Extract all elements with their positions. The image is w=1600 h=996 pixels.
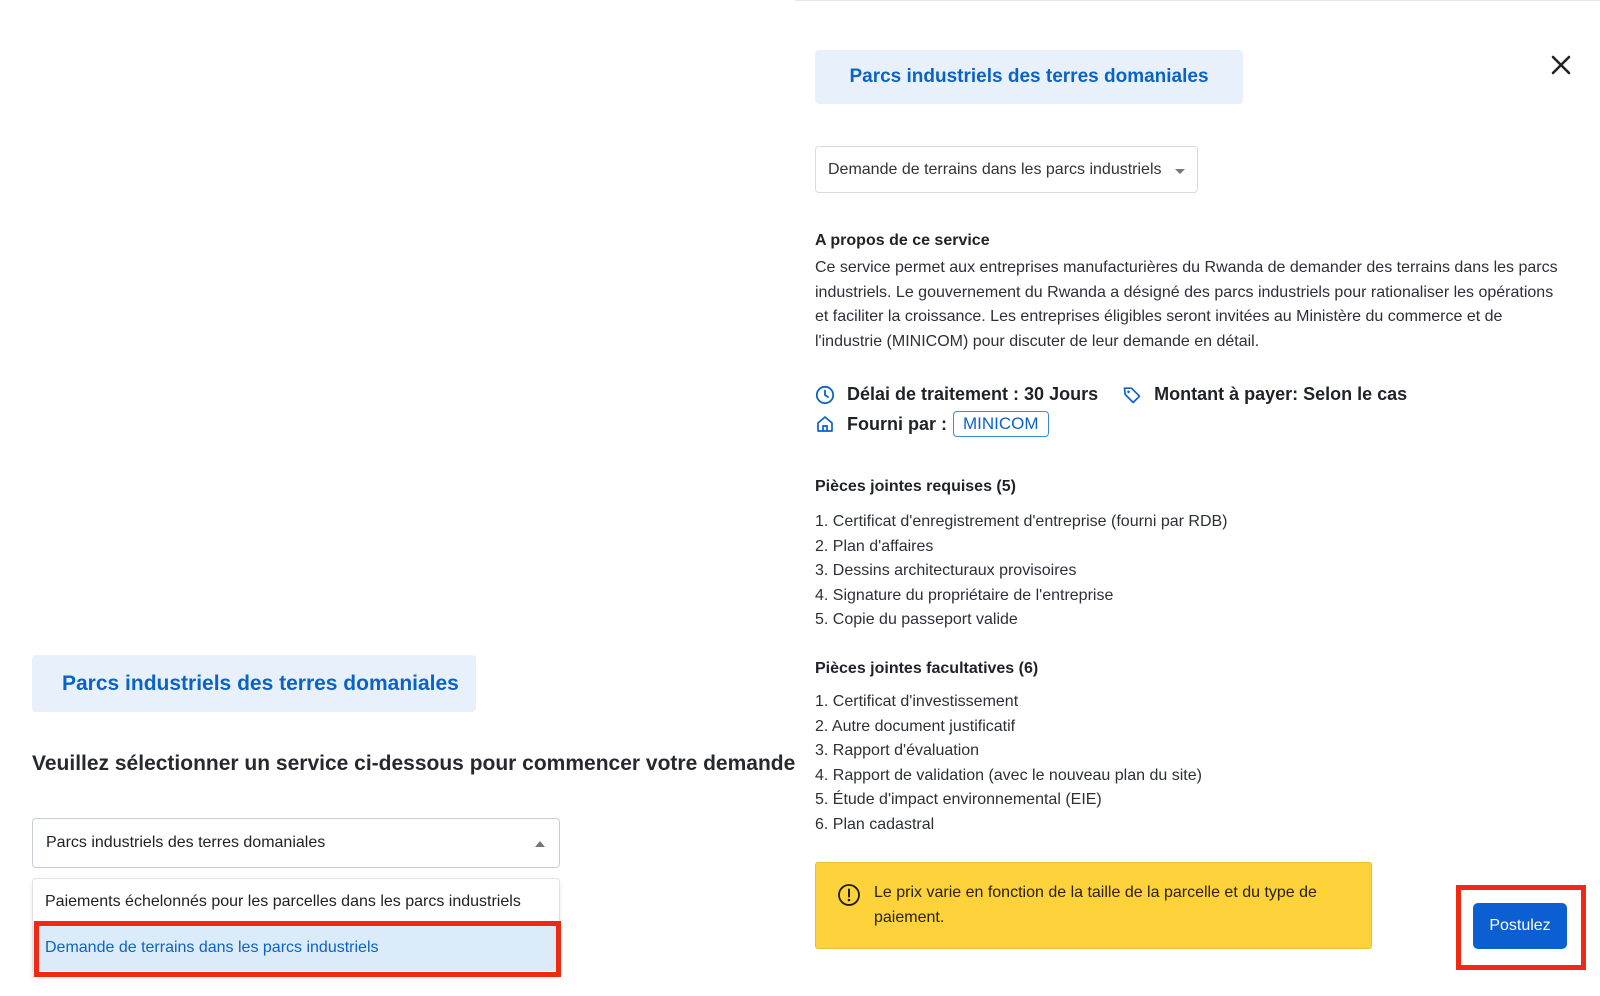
alert-circle-icon xyxy=(837,883,861,907)
service-instruction: Veuillez sélectionner un service ci-dessous pour commencer votre demande xyxy=(32,752,796,775)
meta-row-provider xyxy=(815,411,1049,437)
category-select[interactable] xyxy=(32,818,560,868)
list-item: 5. Étude d'impact environnemental (EIE) xyxy=(815,791,1102,809)
dropdown-option-land-request[interactable]: Demande de terrains dans les parcs industriels xyxy=(33,925,559,971)
list-item: 2. Plan d'affaires xyxy=(815,537,934,555)
home-icon xyxy=(815,414,835,434)
meta-row-time-amount xyxy=(815,384,1407,405)
chevron-up-icon xyxy=(535,841,545,847)
price-warning-alert xyxy=(815,862,1372,949)
right-category-title xyxy=(815,50,1243,104)
service-select-value: Demande de terrains dans les parcs industriels xyxy=(828,160,1162,178)
required-attachments-list xyxy=(815,510,1228,633)
panel-top-divider xyxy=(795,0,1600,1)
list-item: 6. Plan cadastral xyxy=(815,815,935,833)
right-category-title-text: Parcs industriels des terres domaniales xyxy=(849,66,1209,87)
close-button[interactable] xyxy=(1548,52,1574,78)
about-description: Ce service permet aux entreprises manufacturières du Rwanda de demander des terrains dans les parcs industriels. Le gouvernement du Rwanda a désigné des parcs industriels pour rationaliser les opérations et faciliter la croissance. Les entreprises éligibles seront invitées au Ministère du commerce et de l'industrie (MINICOM) pour discuter de leur demande en détail. xyxy=(815,259,1558,350)
list-item: 4. Rapport de validation (avec le nouveau plan du site) xyxy=(815,766,1202,784)
price-warning-text: Le prix varie en fonction de la taille de la parcelle et du type de paiement. xyxy=(874,884,1317,926)
left-category-title-text: Parcs industriels des terres domaniales xyxy=(62,671,459,695)
provided-by-label: Fourni par : xyxy=(847,413,947,434)
tag-icon xyxy=(1122,385,1142,405)
apply-button[interactable]: Postulez xyxy=(1473,903,1567,949)
list-item: 4. Signature du propriétaire de l'entreprise xyxy=(815,586,1114,604)
amount-group xyxy=(1122,384,1407,405)
list-item: 3. Dessins architecturaux provisoires xyxy=(815,562,1077,580)
service-select[interactable] xyxy=(815,146,1198,193)
required-attachments-heading: Pièces jointes requises (5) xyxy=(815,478,1016,495)
list-item: 5. Copie du passeport valide xyxy=(815,611,1018,629)
list-item: 1. Certificat d'enregistrement d'entreprise (fourni par RDB) xyxy=(815,513,1228,530)
list-item: 3. Rapport d'évaluation xyxy=(815,742,980,760)
provider-badge: MINICOM xyxy=(953,411,1049,437)
list-item: 1. Certificat d'investissement xyxy=(815,693,1019,710)
amount-to-pay: Montant à payer: Selon le cas xyxy=(1154,384,1408,404)
list-item: 2. Autre document justificatif xyxy=(815,717,1016,735)
optional-attachments-list xyxy=(815,690,1202,838)
left-category-title xyxy=(32,655,476,712)
about-heading: A propos de ce service xyxy=(815,232,990,249)
chevron-down-icon xyxy=(1175,169,1185,174)
clock-icon xyxy=(815,385,835,405)
category-select-value: Parcs industriels des terres domaniales xyxy=(46,834,326,851)
highlight-box-apply-button xyxy=(1456,885,1586,970)
close-icon xyxy=(1548,52,1574,78)
dropdown-option-installment-payments[interactable]: Paiements échelonnés pour les parcelles dans les parcs industriels xyxy=(45,893,521,910)
optional-attachments-heading: Pièces jointes facultatives (6) xyxy=(815,660,1039,677)
highlight-box-dropdown-option xyxy=(34,921,561,977)
processing-time: Délai de traitement : 30 Jours xyxy=(847,384,1099,404)
